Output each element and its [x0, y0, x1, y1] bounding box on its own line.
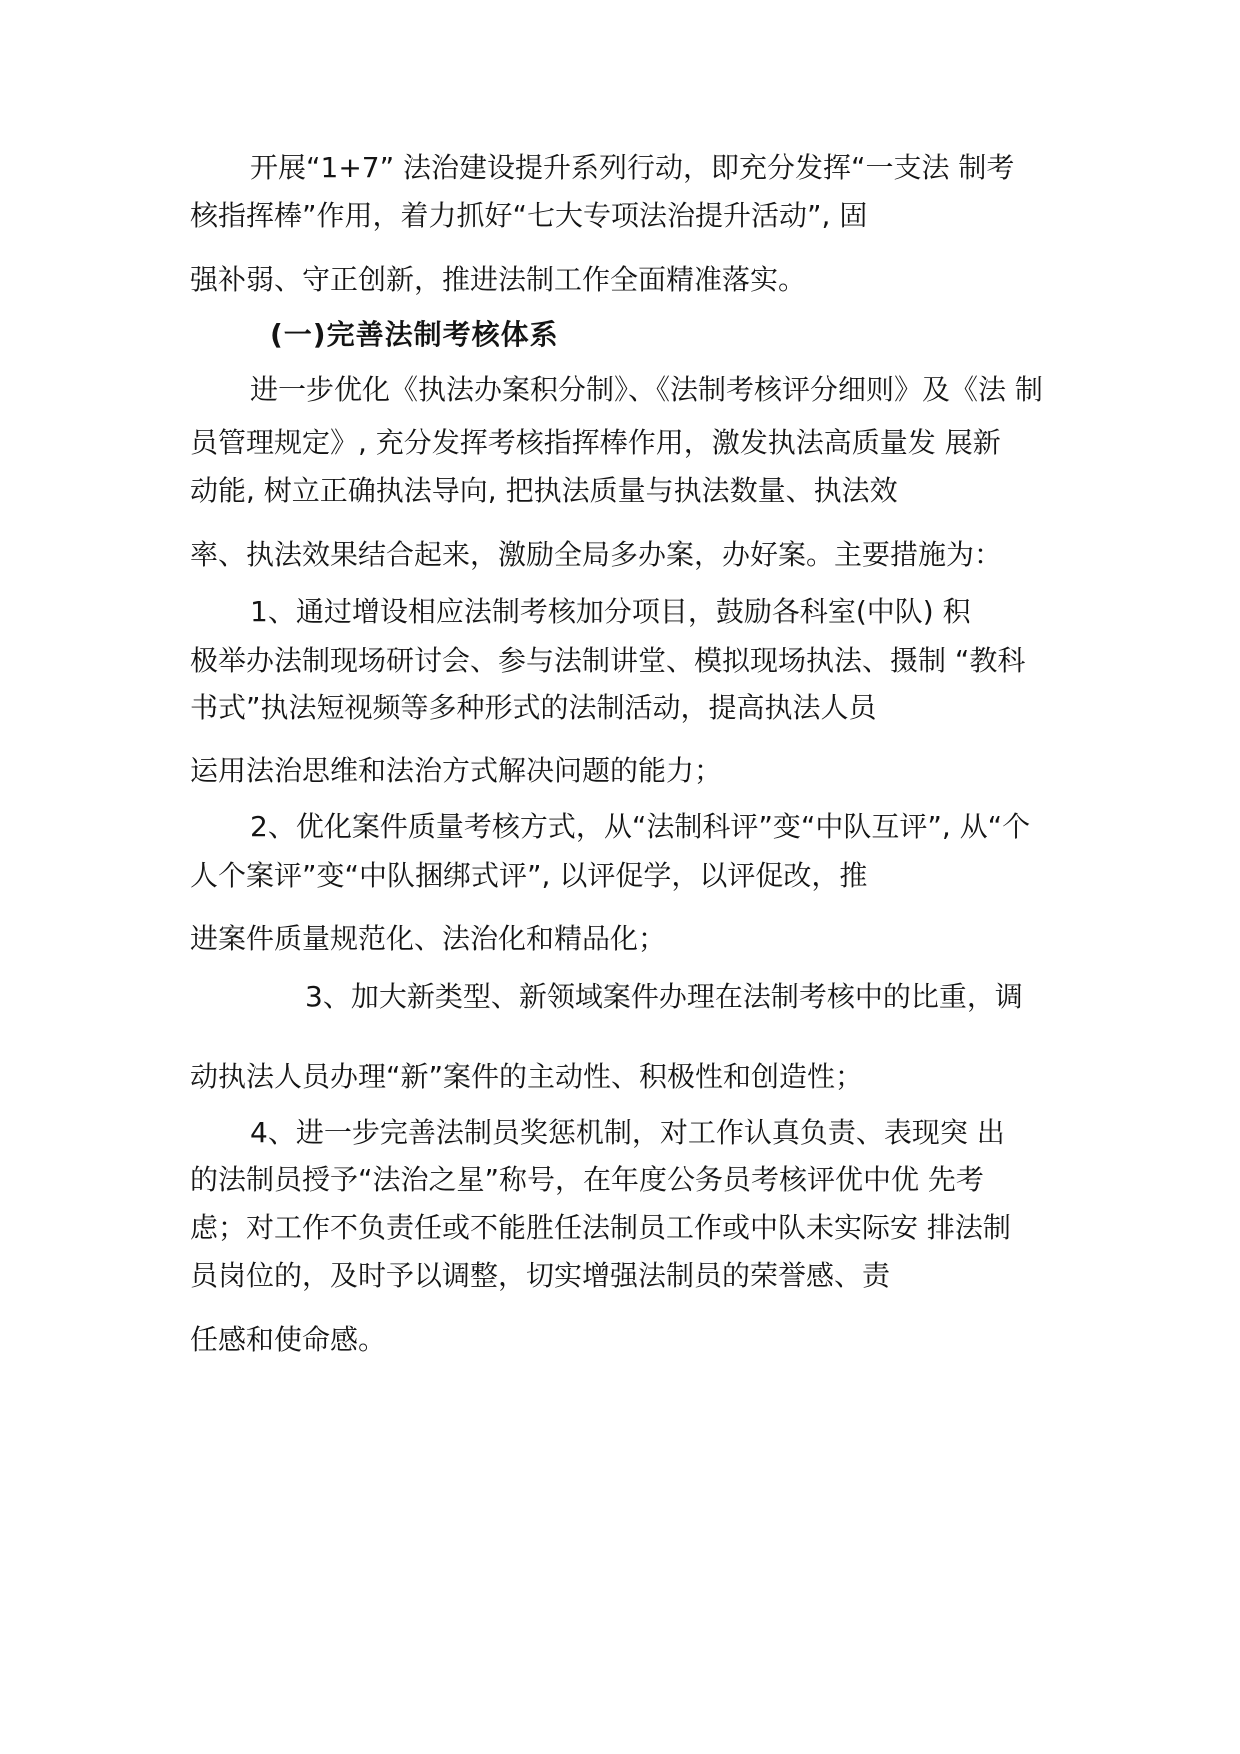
paragraph-line: 进一步优化《执法办案积分制》、《法制考核评分细则》及《法 制	[250, 373, 1043, 406]
list-item-line: 任感和使命感。	[190, 1323, 387, 1356]
list-item-line: 动执法人员办理“新”案件的主动性、积极性和创造性；	[190, 1060, 864, 1093]
list-item-line: 2、优化案件质量考核方式，从“法制科评”变“中队互评”, 从“个	[250, 810, 1031, 843]
list-item-line: 极举办法制现场研讨会、参与法制讲堂、模拟现场执法、摄制 “教科	[190, 644, 1026, 677]
section-heading: (一)完善法制考核体系	[270, 318, 559, 351]
paragraph-line: 动能, 树立正确执法导向, 把执法质量与执法数量、执法效	[190, 474, 898, 507]
paragraph-line: 开展“1+7” 法治建设提升系列行动，即充分发挥“一支法 制考	[250, 151, 1015, 184]
paragraph-line: 率、执法效果结合起来，激励全局多办案，办好案。主要措施为：	[190, 538, 1003, 571]
paragraph-line: 员管理规定》, 充分发挥考核指挥棒作用，激发执法高质量发 展新	[190, 426, 1001, 459]
list-item-line: 人个案评”变“中队捆绑式评”, 以评促学，以评促改，推	[190, 859, 868, 892]
list-item-line: 运用法治思维和法治方式解决问题的能力；	[190, 754, 723, 787]
paragraph-line: 强补弱、守正创新，推进法制工作全面精准落实。	[190, 263, 807, 296]
list-item-line: 的法制员授予“法治之星”称号，在年度公务员考核评优中优 先考	[190, 1163, 984, 1196]
list-item-line: 4、进一步完善法制员奖惩机制，对工作认真负责、表现突 出	[250, 1116, 1005, 1149]
list-item-line: 3、加大新类型、新领域案件办理在法制考核中的比重，调	[305, 980, 1023, 1013]
list-item-line: 书式”执法短视频等多种形式的法制活动，提高执法人员	[190, 691, 877, 724]
list-item-line: 1、通过增设相应法制考核加分项目，鼓励各科室(中队) 积	[250, 595, 971, 628]
list-item-line: 员岗位的，及时予以调整，切实增强法制员的荣誉感、责	[190, 1259, 891, 1292]
list-item-line: 进案件质量规范化、法治化和精品化；	[190, 922, 667, 955]
paragraph-line: 核指挥棒”作用，着力抓好“七大专项法治提升活动”, 固	[190, 199, 868, 232]
list-item-line: 虑；对工作不负责任或不能胜任法制员工作或中队未实际安 排法制	[190, 1211, 1011, 1244]
